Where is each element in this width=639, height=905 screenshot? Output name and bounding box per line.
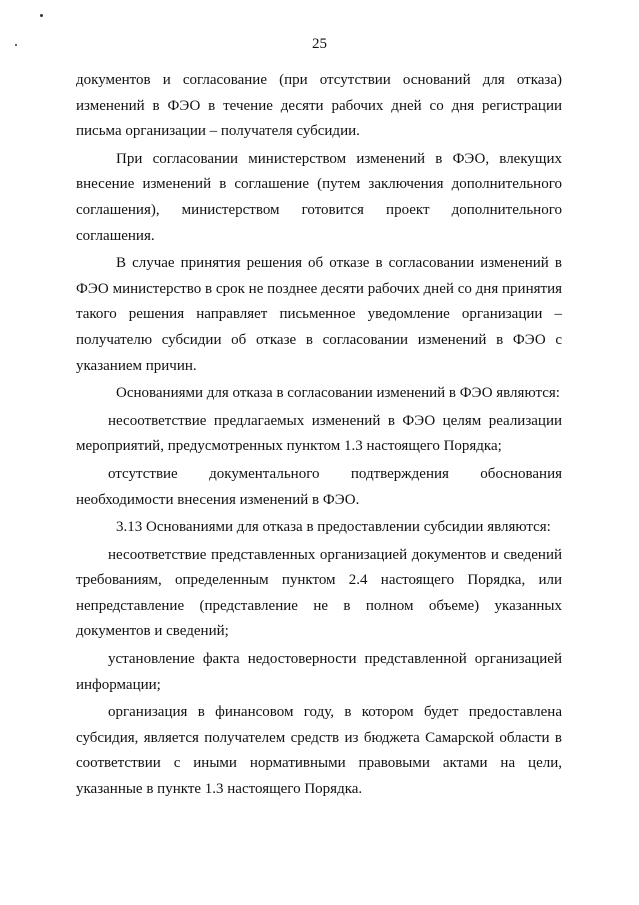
document-body bbox=[76, 68, 562, 805]
paragraph: В случае принятия решения об отказе в согласовании изменений в ФЭО министерство в срок не позднее десяти рабочих дней со дня принятия такого решения направляет письменное уведомление организации – получателю субсидии об отказе в согласовании изменений в ФЭО с указанием причин. bbox=[76, 255, 562, 374]
paragraph: документов и согласование (при отсутствии оснований для отказа) изменений в ФЭО в течение десяти рабочих дней со дня регистрации письма организации – получателя субсидии. bbox=[76, 72, 562, 140]
paragraph: несоответствие предлагаемых изменений в ФЭО целям реализации мероприятий, предусмотренных пунктом 1.3 настоящего Порядка; bbox=[76, 412, 562, 455]
scan-speck bbox=[40, 14, 43, 17]
paragraph: установление факта недостоверности представленной организацией информации; bbox=[76, 651, 562, 693]
paragraph: При согласовании министерством изменений в ФЭО, влекущих внесение изменений в соглашение (путем заключения дополнительного соглашения), министерством готовится проект дополнительного соглашения. bbox=[76, 150, 562, 244]
paragraph: отсутствие документального подтверждения обоснования необходимости внесения изменений в ФЭО. bbox=[76, 465, 562, 508]
paragraph: организация в финансовом году, в котором будет предоставлена субсидия, является получателем средств из бюджета Самарской области в соответствии с иными нормативными правовыми актами на цели, указанные в пункте 1.3 настоящего Порядка. bbox=[76, 704, 562, 798]
paragraph: несоответствие представленных организацией документов и сведений требованиям, определенным пунктом 2.4 настоящего Порядка, или непредставление (представление не в полном объеме) указанных документов и сведений; bbox=[76, 546, 562, 640]
paragraph: Основаниями для отказа в согласовании изменений в ФЭО являются: bbox=[116, 385, 560, 402]
paragraph: 3.13 Основаниями для отказа в предоставлении субсидии являются: bbox=[116, 519, 551, 536]
page-number: 25 bbox=[312, 36, 327, 52]
